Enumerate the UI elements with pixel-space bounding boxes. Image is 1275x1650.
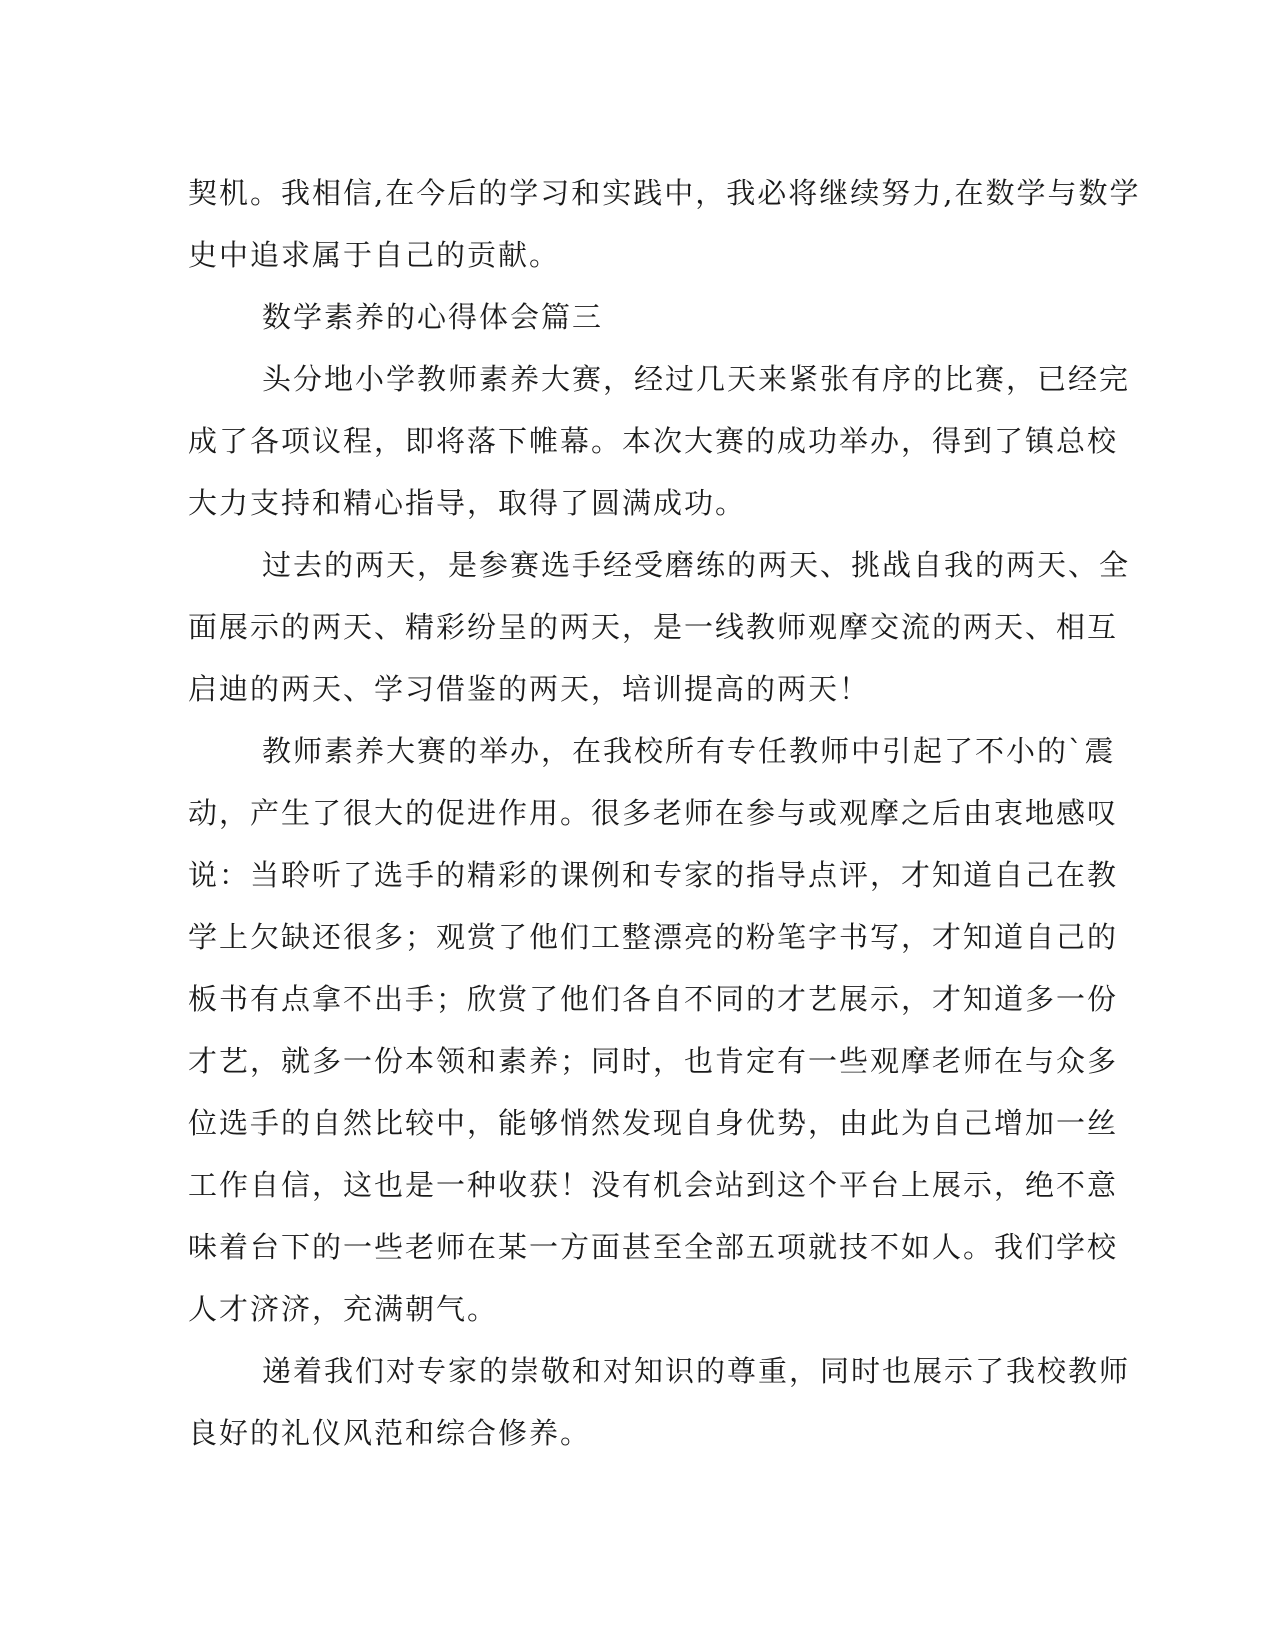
text-line: 面展示的两天、精彩纷呈的两天，是一线教师观摩交流的两天、相互 <box>188 610 1119 644</box>
text-line: 史中追求属于自己的贡献。 <box>188 238 561 272</box>
text-line: 启迪的两天、学习借鉴的两天，培训提高的两天！ <box>188 672 871 706</box>
text-line: 学上欠缺还很多；观赏了他们工整漂亮的粉笔字书写，才知道自己的 <box>188 920 1119 954</box>
text-line: 板书有点拿不出手；欣赏了他们各自不同的才艺展示，才知道多一份 <box>188 982 1119 1016</box>
paragraph-intro <box>188 348 1131 534</box>
paragraph-two-days <box>188 534 1131 720</box>
paragraph-impact <box>188 720 1119 1340</box>
text-line: 说：当聆听了选手的精彩的课例和专家的指导点评，才知道自己在教 <box>188 858 1119 892</box>
text-line: 才艺，就多一份本领和素养；同时，也肯定有一些观摩老师在与众多 <box>188 1044 1119 1078</box>
text-line: 大力支持和精心指导，取得了圆满成功。 <box>188 486 747 520</box>
text-line: 契机。我相信,在今后的学习和实践中，我必将继续努力,在数学与数学 <box>188 176 1141 210</box>
document-body <box>188 162 1141 1464</box>
paragraph-continuation <box>188 162 1141 286</box>
text-line: 人才济济，充满朝气。 <box>188 1292 499 1326</box>
text-line: 位选手的自然比较中，能够悄然发现自身优势，由此为自己增加一丝 <box>188 1106 1119 1140</box>
paragraph-respect <box>188 1340 1131 1464</box>
text-line: 成了各项议程，即将落下帷幕。本次大赛的成功举办，得到了镇总校 <box>188 424 1119 458</box>
text-line: 动，产生了很大的促进作用。很多老师在参与或观摩之后由衷地感叹 <box>188 796 1119 830</box>
heading-text: 数学素养的心得体会篇三 <box>262 300 604 334</box>
section-heading <box>188 286 1068 348</box>
text-line: 良好的礼仪风范和综合修养。 <box>188 1416 592 1450</box>
text-line: 过去的两天，是参赛选手经受磨练的两天、挑战自我的两天、全 <box>262 548 1131 582</box>
text-line: 教师素养大赛的举办，在我校所有专任教师中引起了不小的`震 <box>262 734 1116 768</box>
text-line: 工作自信，这也是一种收获！没有机会站到这个平台上展示，绝不意 <box>188 1168 1119 1202</box>
text-line: 味着台下的一些老师在某一方面甚至全部五项就技不如人。我们学校 <box>188 1230 1119 1264</box>
text-line: 头分地小学教师素养大赛，经过几天来紧张有序的比赛，已经完 <box>262 362 1131 396</box>
text-line: 递着我们对专家的崇敬和对知识的尊重，同时也展示了我校教师 <box>262 1354 1131 1388</box>
